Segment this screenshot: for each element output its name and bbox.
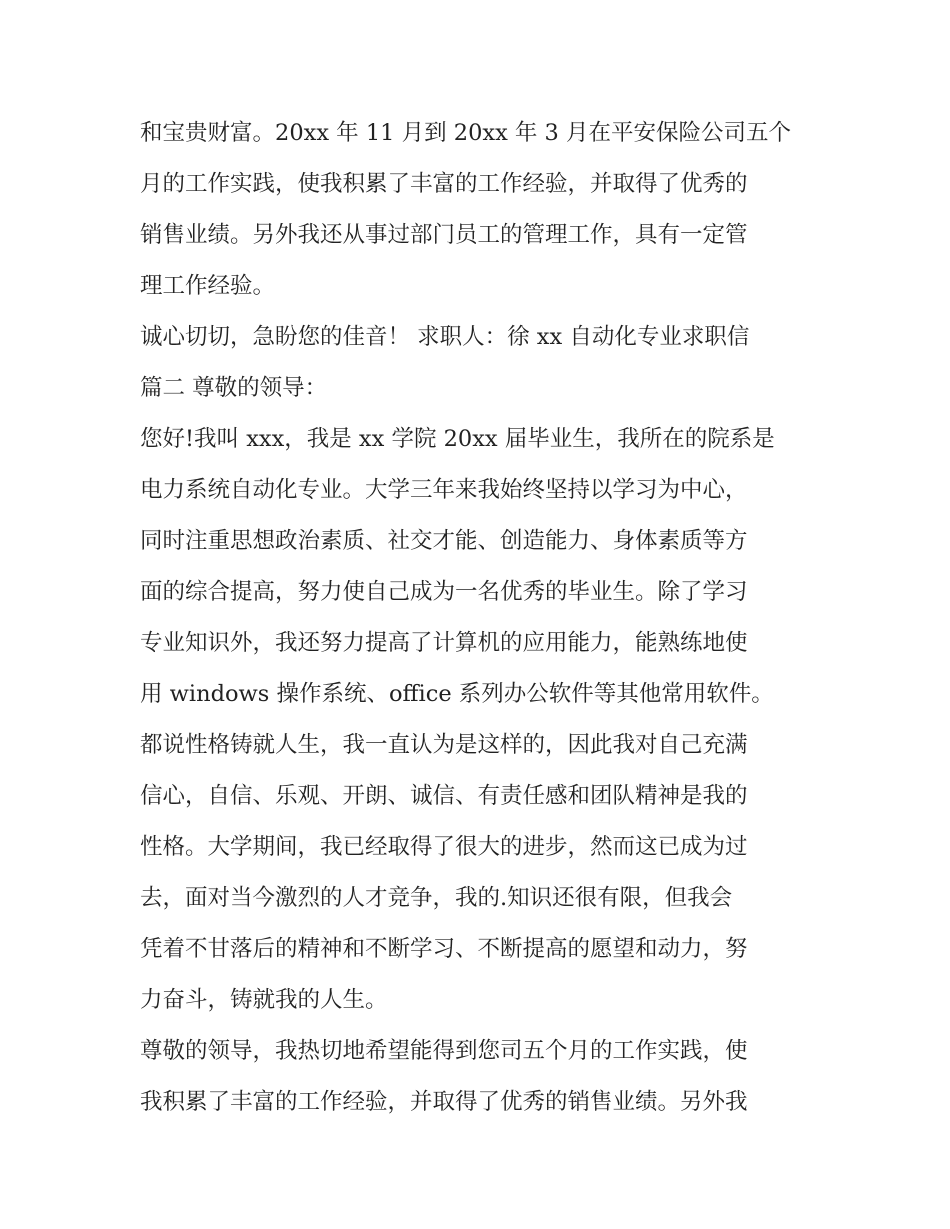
text-line: 同时注重思想政治素质、社交才能、创造能力、身体素质等方 xyxy=(140,528,748,554)
text-line: 您好!我叫 xxx，我是 xx 学院 20xx 届毕业生，我所在的院系是 xyxy=(140,426,775,452)
text-line: 都说性格铸就人生，我一直认为是这样的，因此我对自己充满 xyxy=(140,732,748,758)
text-line: 电力系统自动化专业。大学三年来我始终坚持以学习为中心， xyxy=(140,477,748,503)
text-line: 篇二 尊敬的领导： xyxy=(140,375,328,401)
text-line: 专业知识外，我还努力提高了计算机的应用能力，能熟练地使 xyxy=(140,630,748,656)
text-line: 用 windows 操作系统、office 系列办公软件等其他常用软件。 xyxy=(140,681,774,707)
text-line: 月的工作实践，使我积累了丰富的工作经验，并取得了优秀的 xyxy=(140,171,748,197)
text-line: 销售业绩。另外我还从事过部门员工的管理工作，具有一定管 xyxy=(140,222,748,248)
text-line: 诚心切切，急盼您的佳音！ 求职人：徐 xx 自动化专业求职信 xyxy=(140,324,750,350)
text-line: 理工作经验。 xyxy=(140,273,276,299)
text-line: 性格。大学期间，我已经取得了很大的进步，然而这已成为过 xyxy=(140,834,748,860)
document-body xyxy=(140,108,812,1128)
text-line: 尊敬的领导，我热切地希望能得到您司五个月的工作实践，使 xyxy=(140,1038,748,1064)
text-line: 和宝贵财富。20xx 年 11 月到 20xx 年 3 月在平安保险公司五个 xyxy=(140,120,792,146)
text-line: 力奋斗，铸就我的人生。 xyxy=(140,987,388,1013)
text-line: 我积累了丰富的工作经验，并取得了优秀的销售业绩。另外我 xyxy=(140,1089,748,1115)
text-line: 去，面对当今激烈的人才竞争，我的.知识还很有限，但我会 xyxy=(140,885,733,911)
text-line: 面的综合提高，努力使自己成为一名优秀的毕业生。除了学习 xyxy=(140,579,748,605)
text-line: 凭着不甘落后的精神和不断学习、不断提高的愿望和动力，努 xyxy=(140,936,748,962)
text-line: 信心，自信、乐观、开朗、诚信、有责任感和团队精神是我的 xyxy=(140,783,748,809)
